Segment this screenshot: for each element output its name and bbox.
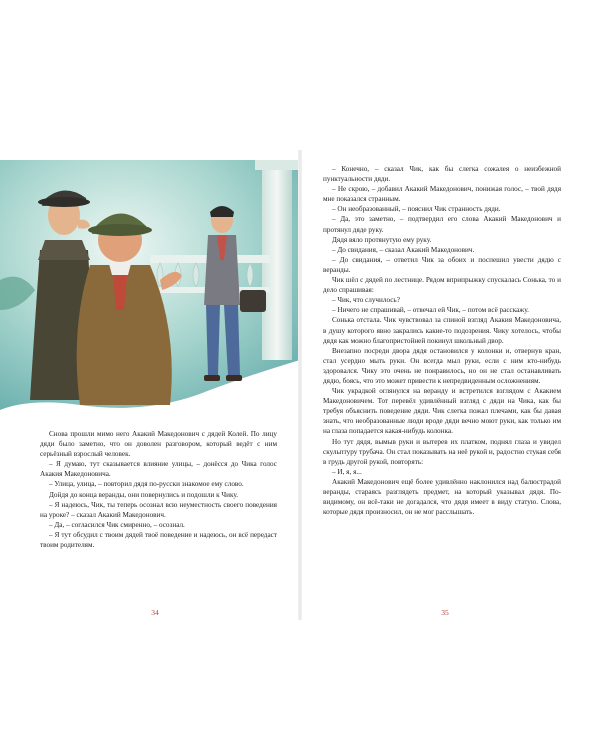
paragraph: Снова прошли мимо него Акакий Македонович с дядей Колей. По лицу дяди было заметно, что он доволен разговором, который ведёт с ним серьёзный взрослый человек.: [40, 430, 277, 459]
paragraph: – Я тут обсудил с твоим дядей твоё поведение и надеюсь, он всё передаст твоим родителям.: [40, 530, 277, 550]
paragraph: – Не скрою, – добавил Акакий Македонович, понижая голос, – твой дядя мне показался странным.: [323, 185, 561, 204]
paragraph: – Ничего не спрашивай, – отвечал ей Чик, – потом всё расскажу.: [332, 306, 529, 315]
paragraph: – Да, – согласился Чик смиренно, – осознал.: [49, 520, 185, 529]
paragraph: – До свидания, – ответил Чик за обоих и поспешил увести дядю с веранды.: [323, 255, 561, 274]
paragraph: Сонька отстала. Чик чувствовал за спиной взгляд Акакия Македоновича, в душу которого явно закрались какие-то подозрения. Чику хотелось, чтобы дядя как можно благопристойней покинул школьный двор.: [323, 316, 561, 345]
right-page: [300, 0, 600, 750]
paragraph: – Он необразованный, – пояснил Чик странность дяди.: [332, 205, 501, 214]
paragraph: Чик шёл с дядей по лестнице. Рядом вприпрыжку спускалась Сонька, то и дело спрашивая:: [323, 276, 561, 295]
paragraph: Дойдя до конца веранды, они повернулись и подошли к Чику.: [49, 490, 239, 499]
paragraph: Но тут дядя, вымыв руки и вытерев их платком, поднял глаза и увидел скульптуру трубача. Он стал показывать на неё рукой и, радостно стукая себя в грудь другой рукой, повторять:: [323, 437, 561, 466]
paragraph: Дядя вяло протянутую ему руку.: [332, 235, 432, 244]
paragraph: – Чик, что случилось?: [332, 296, 400, 305]
paragraph: – Да, это заметно, – подтвердил его слова Акакий Македонович и протянул дяде руку.: [323, 215, 561, 234]
paragraph: – И, я, я...: [332, 467, 362, 476]
paragraph: Чик украдкой оглянулся на веранду и встретился взглядом с Акакием Македоновичем. Тот перевёл удивлённый взгляд с дяди на Чика, как бы требуя объяснить поведение дяди. Чик слегка пожал плечами, как бы давая знать, что необразованные люди вроде дяди вечно моют руки, как только им на глаза попадается какая-нибудь колонка.: [323, 387, 561, 436]
paragraph: – Конечно, – сказал Чик, как бы слегка сожалея о неизбежной пунктуальности дяди.: [323, 165, 561, 184]
illustration: [0, 160, 300, 422]
page-number-left: 34: [151, 608, 159, 617]
paragraph: Внезапно посреди двора дядя остановился у колонки и, отвернув кран, стал усердно мыть руки. Он всегда мыл руки, если с ним кто-нибудь здоровался. Чику это очень не понравилось, но он не стал останавливать дядю, боясь, что это может привести к непредвиденным осложнениям.: [323, 346, 561, 385]
right-page-text: [323, 164, 561, 517]
paragraph: – Я надеюсь, Чик, ты теперь осознал всю неуместность своего поведения на уроке? – сказал Акакий Македонович.: [40, 500, 277, 519]
left-page-text: [40, 429, 277, 550]
paragraph: – Я думаю, тут сказывается влияние улицы, – донёсся до Чика голос Акакия Македоновича.: [40, 460, 277, 479]
page-number-right: 35: [441, 608, 449, 617]
paragraph: – Улица, улица, – повторил дядя по-русски знакомое ему слово.: [49, 480, 244, 489]
paragraph: – До свидания, – сказал Акакий Македонович.: [332, 245, 475, 254]
illustration-artwork: [0, 160, 300, 422]
paragraph: Акакий Македонович ещё более удивлённо наклонился над балюстрадой веранды, стараясь разглядеть предмет, на который указывал дядя. По-видимому, он всё-таки не догадался, что дядя имеет в виду статую. Слова, которые дядя произносил, он не мог расслышать.: [323, 477, 561, 517]
